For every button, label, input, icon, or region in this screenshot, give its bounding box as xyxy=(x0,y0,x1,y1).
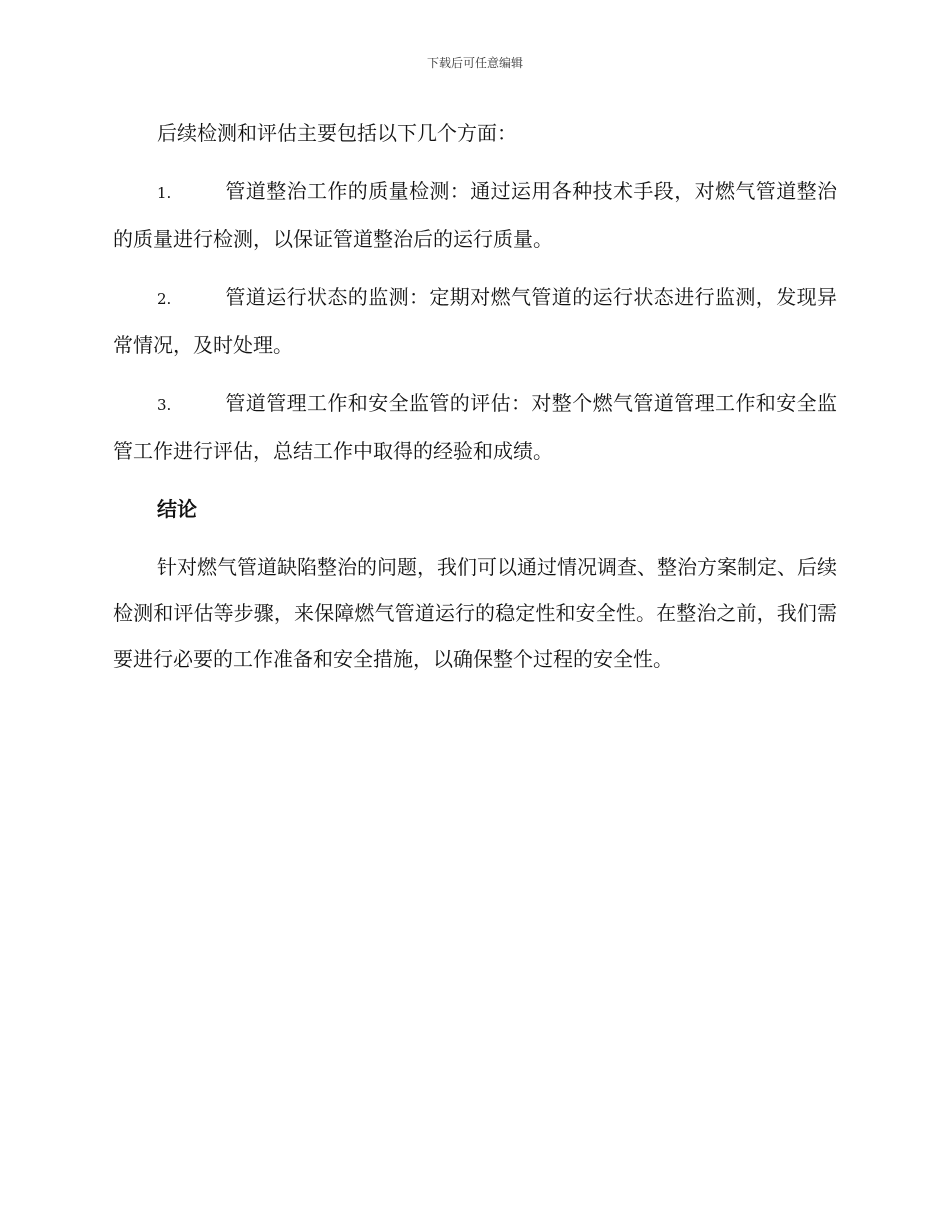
intro-paragraph: 后续检测和评估主要包括以下几个方面： xyxy=(157,121,517,145)
list-item xyxy=(113,168,837,262)
list-number: 3. xyxy=(157,396,172,414)
conclusion-paragraph: 针对燃气管道缺陷整治的问题，我们可以通过情况调查、整治方案制定、后续检测和评估等步骤，来保障燃气管道运行的稳定性和安全性。在整治之前，我们需要进行必要的工作准备和安全措施，以确保整个过程的安全性。 xyxy=(113,555,837,671)
list-item-text: 管道管理工作和安全监管的评估：对整个燃气管道管理工作和安全监管工作进行评估，总结工作中取得的经验和成绩。 xyxy=(113,391,837,463)
list-item-text: 管道整治工作的质量检测：通过运用各种技术手段，对燃气管道整治的质量进行检测，以保证管道整治后的运行质量。 xyxy=(113,179,837,251)
conclusion-heading: 结论 xyxy=(157,497,197,521)
header-note: 下载后可任意编辑 xyxy=(426,56,523,70)
list-item xyxy=(113,274,837,368)
list-number: 1. xyxy=(157,184,172,202)
list-number: 2. xyxy=(157,290,172,308)
list-item-text: 管道运行状态的监测：定期对燃气管道的运行状态进行监测，发现异常情况，及时处理。 xyxy=(113,285,837,357)
list-item xyxy=(113,380,837,474)
document-body xyxy=(113,110,837,694)
